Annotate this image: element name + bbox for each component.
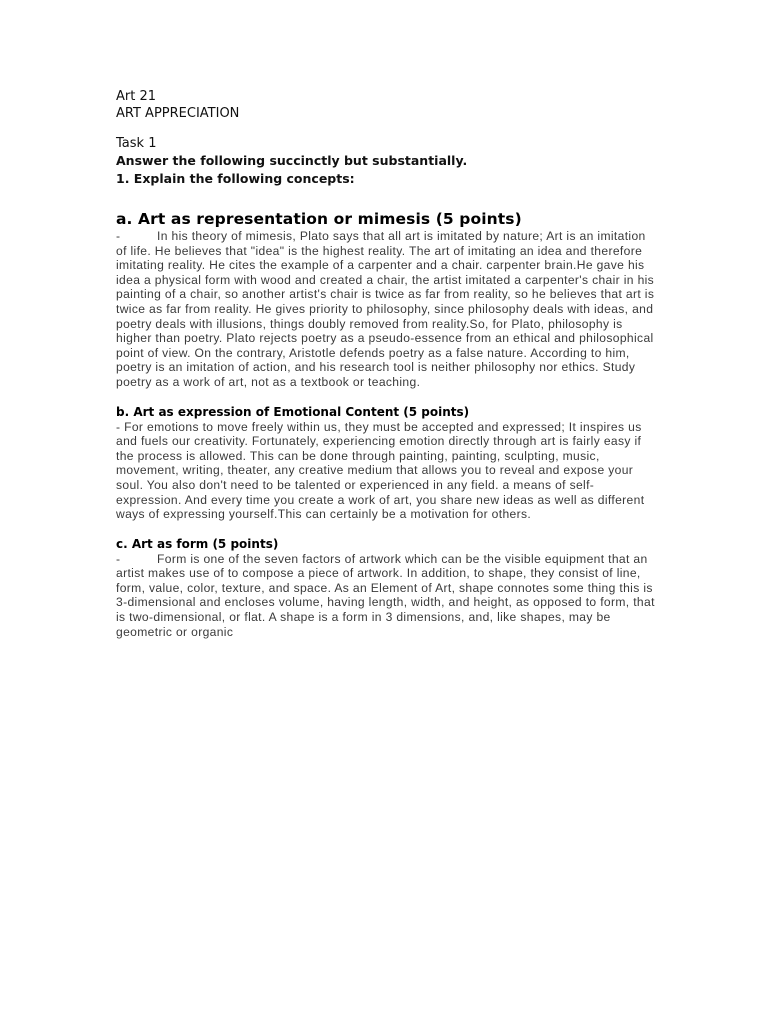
section-c-dash: - bbox=[116, 551, 121, 566]
section-a-title: a. Art as representation or mimesis (5 points) bbox=[116, 210, 522, 228]
task-instruction: Answer the following succinctly but substantially. bbox=[116, 153, 468, 168]
course-code: Art 21 bbox=[116, 89, 157, 104]
course-title: ART APPRECIATION bbox=[116, 106, 240, 121]
section-c-text: Form is one of the seven factors of artwork which can be the visible equipment that an artist makes use of to compose a piece of artwork. In addition, to shape, they consist of line, form, value, color, texture, and space. As an Element of Art, shape connotes some thing this is 3-dimensional and encloses volume, having length, width, and height, as opposed to form, that is two-dimensional, or flat. A shape is a form in 3 dimensions, and, like shapes, may be geometric or organic bbox=[116, 551, 655, 639]
document-page bbox=[116, 88, 658, 639]
section-b-title: b. Art as expression of Emotional Content (5 points) bbox=[116, 404, 470, 419]
task-question: 1. Explain the following concepts: bbox=[116, 171, 355, 186]
section-a-dash: - bbox=[116, 229, 121, 243]
section-c-title: c. Art as form (5 points) bbox=[116, 536, 279, 551]
section-a-body bbox=[116, 229, 658, 390]
section-a-text: In his theory of mimesis, Plato says that all art is imitated by nature; Art is an imitation of life. He believes that "idea" is the highest reality. The art of imitating an idea and therefore imitating reality. He cites the example of a carpenter and a chair. carpenter brain.He gave his idea a physical form with wood and created a chair, the artist imitated a carpenter's chair in his painting of a chair, so another artist's chair is twice as far from reality, so he believes that art is twice as far from reality. He gives priority to philosophy, since philosophy deals with ideas, and poetry deals with illusions, things doubly removed from reality.So, for Plato, philosophy is higher than poetry. Plato rejects poetry as a pseudo-essence from an ethical and philosophical point of view. On the contrary, Aristotle defends poetry as a false nature. According to him, poetry is an imitation of action, and his research tool is neither philosophy nor ethics. Study poetry as a work of art, not as a textbook or teaching. bbox=[116, 229, 655, 389]
section-b-body: - For emotions to move freely within us, they must be accepted and expressed; It inspires us and fuels our creativity. Fortunately, experiencing emotion directly through art is fairly easy if the process is allowed. This can be done through painting, painting, sculpting, music, movement, writing, theater, any creative medium that allows you to reveal and expose your soul. You also don't need to be talented or experienced in any field. a means of self-expression. And every time you create a work of art, you share new ideas as well as different ways of expressing yourself.This can certainly be a motivation for others. bbox=[116, 419, 645, 522]
task-label: Task 1 bbox=[116, 136, 157, 151]
section-c-body bbox=[116, 552, 658, 640]
